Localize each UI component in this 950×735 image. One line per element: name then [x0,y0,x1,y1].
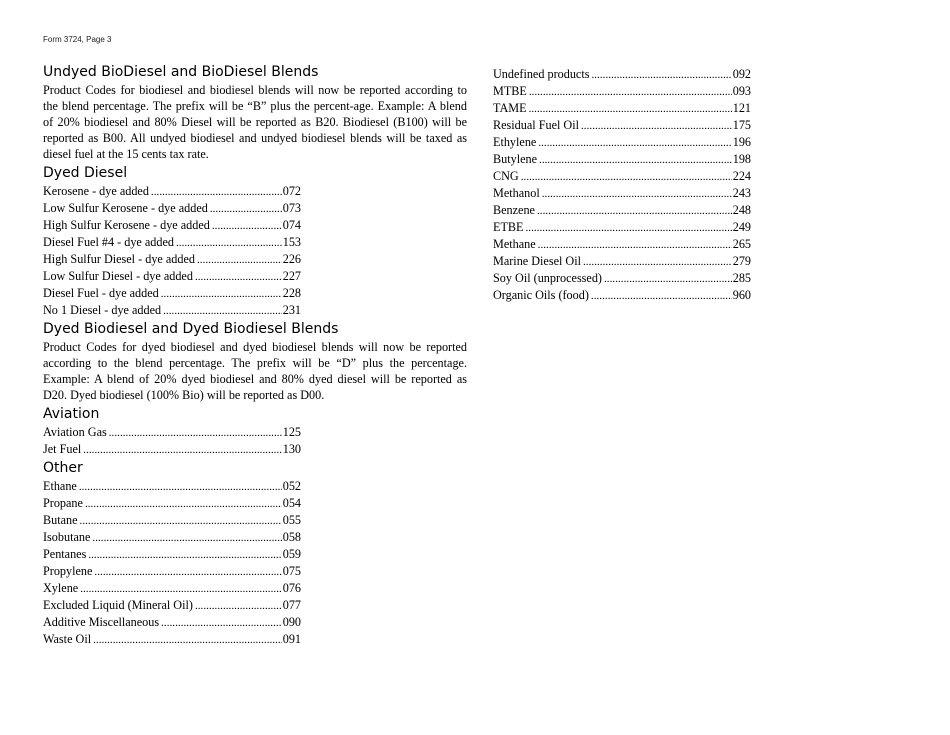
product-code: 073 [282,201,301,215]
product-code: 077 [282,598,301,612]
product-code: 130 [282,442,301,456]
product-code: 265 [732,237,751,251]
leader-dots [521,171,732,183]
other-list [43,478,467,648]
leader-dots [591,69,731,81]
other-heading: Other [43,460,83,476]
product-code: 075 [282,564,301,578]
leader-dots [93,634,282,646]
product-code: 196 [732,135,751,149]
undyed-biodiesel-text: Product Codes for biodiesel and biodiesel blends will now be reported according to the blend percentage. The prefix will be “B” plus the percent-age. Example: A blend of 20% biodiesel and 80% Diesel will be reported as B20. Biodiesel (B100) will be reported as B00. All undyed biodiesel and undyed biodiesel blends will be taxed as diesel fuel at the 15 cents tax rate. [43,83,467,161]
product-code: 248 [732,203,751,217]
leader-dots [151,186,282,198]
product-code-entry [43,217,301,234]
product-code: 121 [732,101,751,115]
product-code-entry [493,117,751,134]
product-code-entry [43,597,301,614]
product-code-entry [43,614,301,631]
product-code-entry [43,424,301,441]
leader-dots [538,137,731,149]
leader-dots [591,290,732,302]
product-code-entry [43,441,301,458]
product-code: 054 [282,496,301,510]
product-name: Isobutane [43,530,91,544]
product-code: 092 [732,67,751,81]
product-code-entry [43,631,301,648]
product-name: Low Sulfur Kerosene - dye added [43,201,208,215]
product-name: Methanol [493,186,540,200]
leader-dots [79,481,282,493]
product-name: Residual Fuel Oil [493,118,579,132]
product-code-entry [43,268,301,285]
product-name: MTBE [493,84,527,98]
leader-dots [161,288,282,300]
product-code: 058 [282,530,301,544]
product-code-entry [43,200,301,217]
leader-dots [85,498,282,510]
product-code: 285 [732,271,751,285]
product-name: Ethane [43,479,77,493]
page-header: Form 3724, Page 3 [43,35,112,44]
product-name: Kerosene - dye added [43,184,149,198]
leader-dots [529,103,732,115]
product-code-entry [493,236,751,253]
leader-dots [83,444,281,456]
product-code: 231 [282,303,301,317]
leader-dots [212,220,282,232]
product-code-entry [43,285,301,302]
aviation-list [43,424,467,458]
product-code: 153 [282,235,301,249]
product-code: 224 [732,169,751,183]
product-code: 243 [732,186,751,200]
undyed-biodiesel-heading: Undyed BioDiesel and BioDiesel Blends [43,64,319,80]
product-name: High Sulfur Kerosene - dye added [43,218,210,232]
leader-dots [94,566,281,578]
aviation-heading: Aviation [43,406,100,422]
product-code: 226 [282,252,301,266]
leader-dots [163,305,282,317]
left-column [43,62,467,648]
product-code: 279 [732,254,751,268]
product-code: 175 [732,118,751,132]
product-code: 249 [732,220,751,234]
product-code-entry [43,302,301,319]
leader-dots [581,120,732,132]
product-name: Butylene [493,152,538,166]
leader-dots [197,254,282,266]
product-name: Propane [43,496,83,510]
product-code-entry [493,253,751,270]
product-code: 074 [282,218,301,232]
product-code-entry [43,183,301,200]
product-name: High Sulfur Diesel - dye added [43,252,195,266]
leader-dots [539,154,732,166]
product-name: Pentanes [43,547,87,561]
leader-dots [604,273,732,285]
leader-dots [109,427,282,439]
product-name: Benzene [493,203,535,217]
product-code-entry [43,495,301,512]
other-continued-list [493,66,751,304]
product-code-entry [493,100,751,117]
product-name: TAME [493,101,527,115]
product-code: 052 [282,479,301,493]
leader-dots [80,583,282,595]
product-code: 055 [282,513,301,527]
leader-dots [88,549,281,561]
dyed-biodiesel-heading: Dyed Biodiesel and Dyed Biodiesel Blends [43,321,339,337]
product-name: Low Sulfur Diesel - dye added [43,269,193,283]
product-code-entry [493,185,751,202]
right-column [493,66,751,304]
product-code: 198 [732,152,751,166]
product-code-entry [43,234,301,251]
product-code-entry [493,219,751,236]
product-name: Propylene [43,564,93,578]
product-code-entry [43,546,301,563]
leader-dots [210,203,282,215]
product-name: Undefined products [493,67,590,81]
product-code: 076 [282,581,301,595]
product-name: CNG [493,169,519,183]
product-code: 228 [282,286,301,300]
product-name: Xylene [43,581,79,595]
product-code-entry [43,512,301,529]
product-code: 090 [282,615,301,629]
product-name: Additive Miscellaneous [43,615,160,629]
dyed-diesel-heading: Dyed Diesel [43,165,128,181]
product-code-entry [43,478,301,495]
product-code: 125 [282,425,301,439]
product-name: Soy Oil (unprocessed) [493,271,602,285]
leader-dots [161,617,282,629]
product-name: Organic Oils (food) [493,288,589,302]
leader-dots [542,188,732,200]
leader-dots [176,237,282,249]
leader-dots [529,86,732,98]
leader-dots [195,271,282,283]
product-code-entry [43,529,301,546]
product-name: Jet Fuel [43,442,82,456]
product-code-entry [43,563,301,580]
product-code-entry [493,270,751,287]
product-code: 227 [282,269,301,283]
leader-dots [537,205,732,217]
product-name: Ethylene [493,135,537,149]
product-name: Diesel Fuel #4 - dye added [43,235,174,249]
product-name: Marine Diesel Oil [493,254,581,268]
product-name: ETBE [493,220,524,234]
leader-dots [80,515,282,527]
product-name: Butane [43,513,78,527]
product-code-entry [493,151,751,168]
product-code: 072 [282,184,301,198]
product-name: Excluded Liquid (Mineral Oil) [43,598,193,612]
product-code: 091 [282,632,301,646]
product-name: Methane [493,237,536,251]
dyed-diesel-list [43,183,467,319]
leader-dots [195,600,282,612]
product-code-entry [43,251,301,268]
product-code-entry [493,66,751,83]
leader-dots [525,222,731,234]
product-name: Waste Oil [43,632,92,646]
product-code-entry [493,83,751,100]
product-code-entry [493,134,751,151]
leader-dots [583,256,732,268]
dyed-biodiesel-text: Product Codes for dyed biodiesel and dyed biodiesel blends will now be reported according to the blend percentage. The prefix will be “D” plus the percentage. Example: A blend of 20% dyed biodiesel and 80% dyed diesel will be reported as D20. Dyed biodiesel (100% Bio) will be reported as D00. [43,340,467,402]
leader-dots [92,532,281,544]
product-code-entry [493,168,751,185]
product-name: No 1 Diesel - dye added [43,303,162,317]
product-name: Diesel Fuel - dye added [43,286,159,300]
product-code: 093 [732,84,751,98]
product-code-entry [493,287,751,304]
leader-dots [538,239,732,251]
product-code-entry [493,202,751,219]
product-code-entry [43,580,301,597]
product-code: 960 [732,288,751,302]
product-code: 059 [282,547,301,561]
product-name: Aviation Gas [43,425,107,439]
